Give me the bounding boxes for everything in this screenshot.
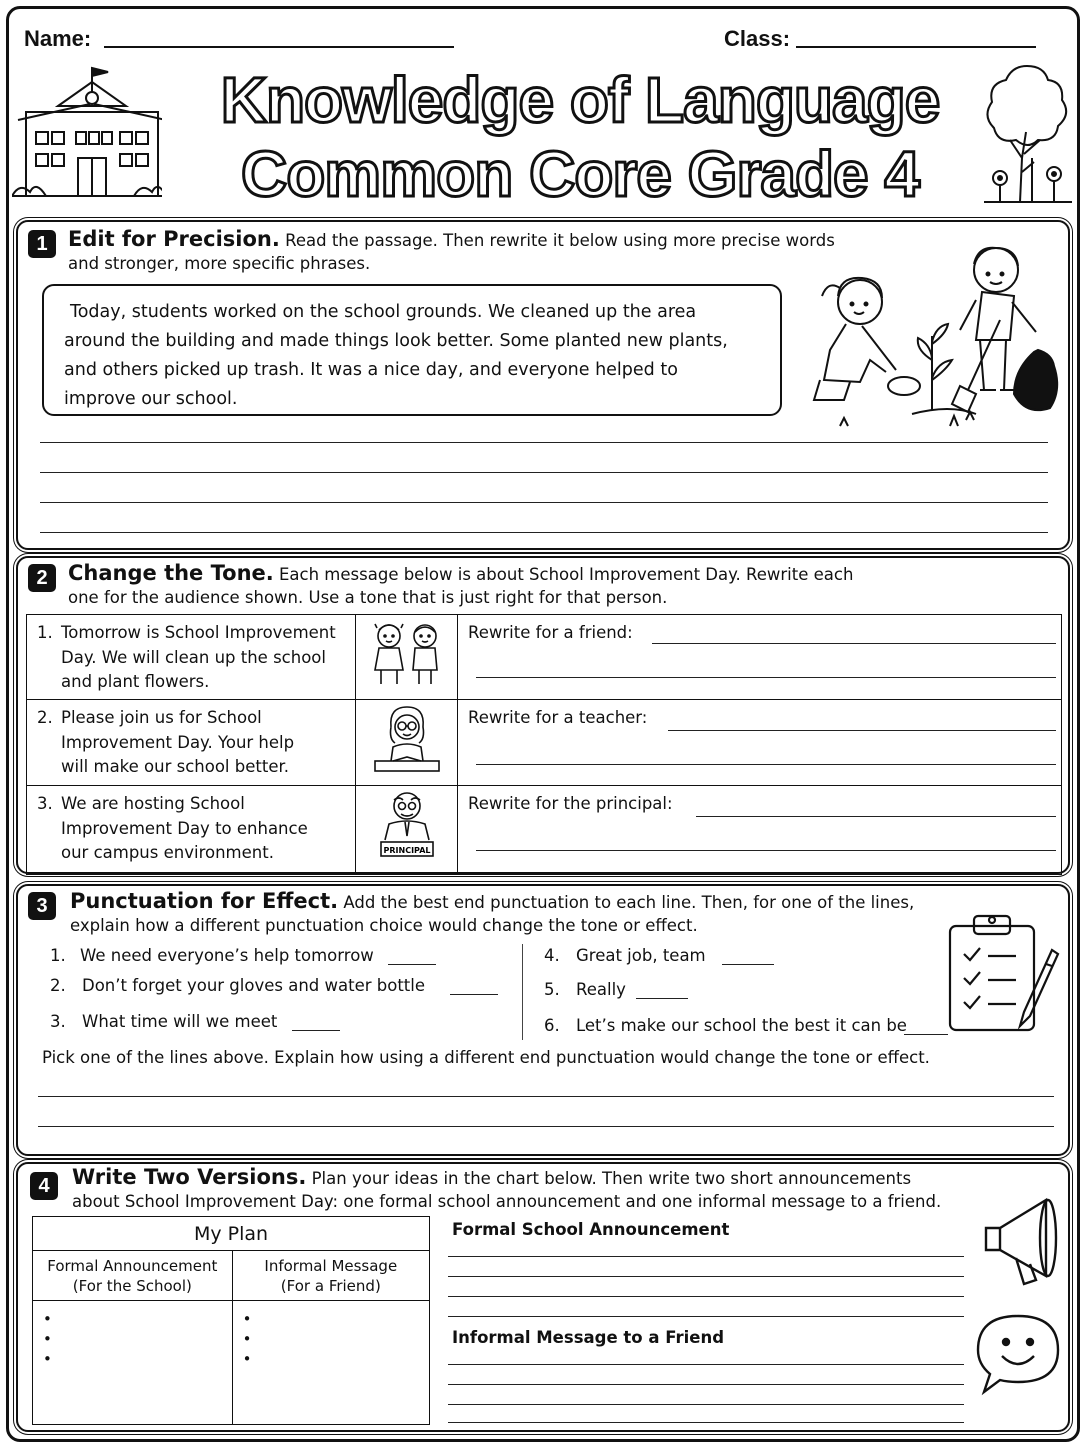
rewrite-line[interactable] [652,643,1056,644]
rewrite-cell [458,615,1062,700]
section-change-the-tone [16,556,1070,874]
column-header-line: Informal Message [264,1256,398,1275]
class-field[interactable] [796,46,1036,48]
megaphone-icon [976,1188,1066,1288]
tree-icon [982,62,1072,206]
audience-picture [356,786,458,875]
plan-column-header-formal [33,1251,233,1301]
section-instructions: Add the best end punctuation to each line. Then, for one of the lines, [343,893,915,912]
bullet-point: • [43,1330,52,1348]
original-message [27,700,356,786]
punctuation-blank[interactable] [722,964,774,965]
item-number: 3. [37,794,53,813]
section-header [70,890,950,937]
punctuation-item-number: 5. [544,980,560,999]
item-number: 2. [37,708,53,727]
rewrite-line[interactable] [476,677,1056,678]
section-instructions-cont: and stronger, more specific phrases. [68,254,371,273]
informal-message-label: Informal Message to a Friend [452,1328,725,1347]
rewrite-line[interactable] [476,850,1056,851]
rewrite-line[interactable] [476,764,1056,765]
name-field[interactable] [104,46,454,48]
section-instructions-cont: explain how a different punctuation choice would change the tone or effect. [70,916,698,935]
punctuation-item-text: Don’t forget your gloves and water bottle [82,976,425,995]
passage-line: Today, students worked on the school grounds. We cleaned up the area [70,302,697,322]
explain-prompt: Pick one of the lines above. Explain how using a different end punctuation would change the tone or effect. [42,1048,930,1067]
my-plan-table [32,1216,430,1425]
column-header-line: Formal Announcement [47,1256,218,1275]
original-message [27,786,356,875]
section-header [68,228,928,275]
message-line: will make our school better. [61,757,289,776]
answer-line[interactable] [448,1384,964,1385]
column-header-line: (For the School) [72,1276,192,1295]
kids-gardening-illustration [800,240,1062,430]
column-header-line: (For a Friend) [280,1276,381,1295]
audience-picture [356,615,458,700]
punctuation-item-number: 6. [544,1016,560,1035]
message-line: our campus environment. [61,843,274,862]
rewrite-label: Rewrite for a teacher: [468,708,648,727]
answer-line[interactable] [448,1316,964,1317]
answer-line[interactable] [38,1126,1054,1127]
bullet-point: • [242,1330,252,1348]
audience-picture [356,700,458,786]
rewrite-line[interactable] [668,730,1056,731]
table-row [27,786,1062,875]
section-number-badge: 2 [28,564,56,592]
section-instructions: Each message below is about School Improvement Day. Rewrite each [279,565,854,584]
answer-line[interactable] [448,1256,964,1257]
punctuation-blank[interactable] [636,998,688,999]
bullet-point: • [242,1350,252,1368]
message-line: Please join us for School [61,708,262,727]
punctuation-item-text: Great job, team [576,946,706,965]
answer-line[interactable] [40,472,1048,473]
section-header [72,1166,972,1213]
class-label: Class: [724,26,791,51]
table-row [27,615,1062,700]
passage-line: around the building and made things look better. Some planted new plants, [64,331,728,351]
bullet-point: • [43,1350,52,1368]
rewrite-cell [458,786,1062,875]
message-line: Tomorrow is School Improvement [61,623,336,642]
school-building-icon [12,62,162,202]
section-write-two-versions [16,1162,1070,1432]
rewrite-label: Rewrite for a friend: [468,623,633,642]
plan-title: My Plan [33,1217,430,1251]
section-header [68,562,948,609]
punctuation-blank[interactable] [450,994,498,995]
answer-line[interactable] [448,1276,964,1277]
section-title: Edit for Precision. [68,227,280,251]
answer-line[interactable] [38,1096,1054,1097]
punctuation-item-number: 3. [50,1012,66,1031]
section-edit-for-precision [16,220,1070,550]
punctuation-blank[interactable] [292,1030,340,1031]
principal-icon [363,786,451,866]
teacher-icon [365,703,449,775]
smiley-speech-bubble-icon [974,1310,1064,1398]
item-number: 1. [37,623,53,642]
tone-table [26,614,1062,875]
punctuation-item-text: Let’s make our school the best it can be [576,1016,907,1035]
message-line: Improvement Day to enhance [61,818,308,838]
section-instructions-cont: about School Improvement Day: one formal school announcement and one informal message to a friend. [72,1192,942,1211]
answer-line[interactable] [40,532,1048,533]
section-number-badge: 3 [28,892,56,920]
section-punctuation-for-effect [16,884,1070,1156]
section-instructions: Plan your ideas in the chart below. Then write two short announcements [311,1169,912,1188]
answer-line[interactable] [448,1404,964,1405]
message-line: Day. We will clean up the school [61,647,326,667]
answer-line[interactable] [448,1422,964,1423]
answer-line[interactable] [448,1364,964,1365]
worksheet-title-line1: Knowledge of Language [220,64,940,136]
clipboard-checklist-icon [940,908,1062,1038]
section-instructions-cont: one for the audience shown. Use a tone that is just right for that person. [68,588,668,607]
rewrite-line[interactable] [696,816,1056,817]
formal-announcement-label: Formal School Announcement [452,1220,730,1239]
worksheet-title-line2: Common Core Grade 4 [240,138,920,210]
rewrite-cell [458,700,1062,786]
section-number-badge: 1 [28,230,56,258]
section-instructions: Read the passage. Then rewrite it below using more precise words [285,231,835,250]
table-row [27,700,1062,786]
punctuation-blank[interactable] [388,964,436,965]
principal-sign-text: PRINCIPAL [383,846,430,855]
punctuation-item-text: We need everyone’s help tomorrow [80,946,374,965]
plan-column-header-informal [232,1251,429,1301]
answer-line[interactable] [448,1296,964,1297]
original-message [27,615,356,700]
punctuation-item-text: What time will we meet [82,1012,278,1031]
punctuation-item-number: 2. [50,976,66,995]
message-line: We are hosting School [61,794,245,813]
section-number-badge: 4 [30,1172,58,1200]
section-title: Write Two Versions. [72,1165,307,1189]
passage-box [42,284,782,416]
punctuation-item-text: Really [576,980,626,999]
answer-line[interactable] [40,502,1048,503]
section-title: Change the Tone. [68,561,274,585]
punctuation-item-number: 1. [50,946,66,965]
plan-informal-notes[interactable] [232,1301,429,1425]
name-label: Name: [24,26,92,51]
bullet-point: • [242,1310,252,1328]
bullet-point: • [43,1310,52,1328]
answer-line[interactable] [40,442,1048,443]
column-divider [522,944,523,1040]
message-line: and plant flowers. [61,672,210,691]
section-title: Punctuation for Effect. [70,889,339,913]
message-line: Improvement Day. Your help [61,732,295,752]
passage-line: and others picked up trash. It was a nice day, and everyone helped to [64,360,678,380]
punctuation-item-number: 4. [544,946,560,965]
plan-formal-notes[interactable] [33,1301,233,1425]
rewrite-label: Rewrite for the principal: [468,794,673,813]
two-kids-friends-icon [365,620,449,686]
passage-line: improve our school. [64,389,238,409]
